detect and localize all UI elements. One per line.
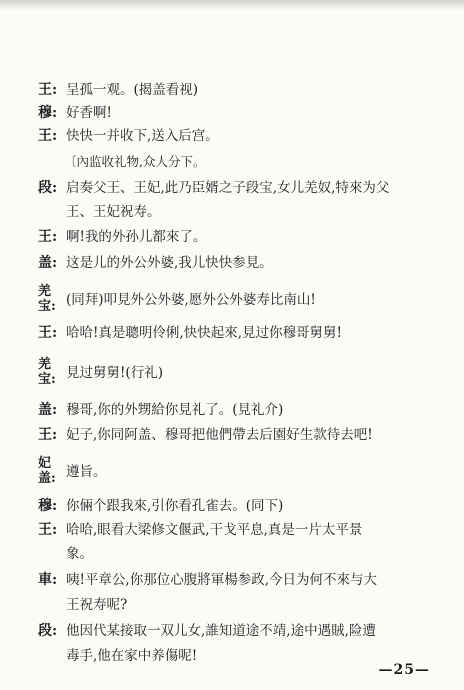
speaker: 王: bbox=[38, 522, 58, 538]
speaker: 妃盖: bbox=[38, 456, 56, 486]
speaker: 盖: bbox=[38, 402, 58, 418]
speaker: 王: bbox=[38, 82, 58, 98]
line-text: 妃子,你同阿盖、穆哥把他們帶去后園好生款待去吧! bbox=[66, 427, 373, 443]
line-text: 你倆个跟我來,引你看孔雀去。(同下) bbox=[66, 498, 284, 514]
line-text: 这是儿的外公外婆,我儿快快参見。 bbox=[66, 255, 273, 271]
speaker: 穆: bbox=[38, 498, 58, 514]
speaker: 王: bbox=[38, 325, 58, 341]
speaker: 羌宝: bbox=[38, 357, 56, 387]
speaker: 段: bbox=[38, 180, 58, 196]
speaker: 王: bbox=[38, 128, 58, 144]
line-text: 見过舅舅!(行礼) bbox=[66, 365, 163, 381]
line-text: (同拜)叩見外公外婆,愿外公外婆寿比南山! bbox=[66, 292, 316, 308]
speaker: 穆: bbox=[38, 105, 58, 121]
speaker: 盖: bbox=[38, 255, 58, 271]
page-number: —25— bbox=[378, 662, 430, 678]
line-text: 遵旨。 bbox=[66, 464, 107, 480]
line-text: 呈孤一观。(揭盖看视) bbox=[66, 82, 199, 98]
line-text: 哈哈!真是聰明伶俐,快快起來,見过你穆哥舅舅! bbox=[66, 325, 342, 341]
line-text: 好香啊! bbox=[66, 105, 112, 121]
line-text: 启奏父王、王妃,此乃臣婿之子段宝,女儿羌奴,特來为父 bbox=[66, 180, 390, 196]
line-text: 穆哥,你的外甥給你見礼了。(見礼介) bbox=[66, 402, 284, 418]
speaker: 段: bbox=[38, 623, 58, 639]
speaker: 王: bbox=[38, 229, 58, 245]
line-text: 咦!平章公,你那位心腹將軍楊参政,今日为何不來与大 bbox=[66, 572, 378, 588]
line-text: 哈哈,眼看大梁修文偃武,干戈平息,真是一片太平景 bbox=[66, 522, 363, 538]
speaker: 王: bbox=[38, 427, 58, 443]
document-page: 王: 呈孤一观。(揭盖看视) 穆: 好香啊! 王: 快快一并收下,送入后宫。 〔內监收礼物,众人分下。 段: 启奏父王、王妃,此乃臣婿之子段宝,女儿羌奴,特來为父 王、王妃祝寿。 王: 啊!我的外孙儿都來了。 盖: 这是儿的外公外婆,我儿快快参見。 羌宝: (同拜)叩見外公外婆,愿外公外婆寿比南山! 王: 哈哈!真是聰明伶俐,快快起來,見过你穆哥舅舅! 羌宝: 見过舅舅!(行礼) 盖: 穆哥,你的外甥給你見礼了。(見礼介) 王: 妃子,你同阿盖、穆哥把他們帶去后園好生款待去吧! 妃盖: 遵旨。 穆: 你倆个跟我來,引你看孔雀去。(同下) 王: 哈哈,眼看大梁修文偃武,干戈平息,真是一片太平景 象。 車: 咦!平章公,你那位心腹將軍楊参政,今日为何不來与大 王祝寿呢? 段: 他因代某接取一双儿女,誰知道途不靖,途中遇賊,险遭 毒手,他在家中养傷呢! —25— bbox=[38, 82, 430, 678]
line-text: 他因代某接取一双儿女,誰知道途不靖,途中遇賊,险遭 bbox=[66, 623, 376, 639]
line-text: 快快一并收下,送入后宫。 bbox=[66, 128, 219, 144]
speaker: 羌宝: bbox=[38, 284, 56, 314]
line-text: 啊!我的外孙儿都來了。 bbox=[66, 229, 207, 245]
speaker: 車: bbox=[38, 572, 58, 588]
